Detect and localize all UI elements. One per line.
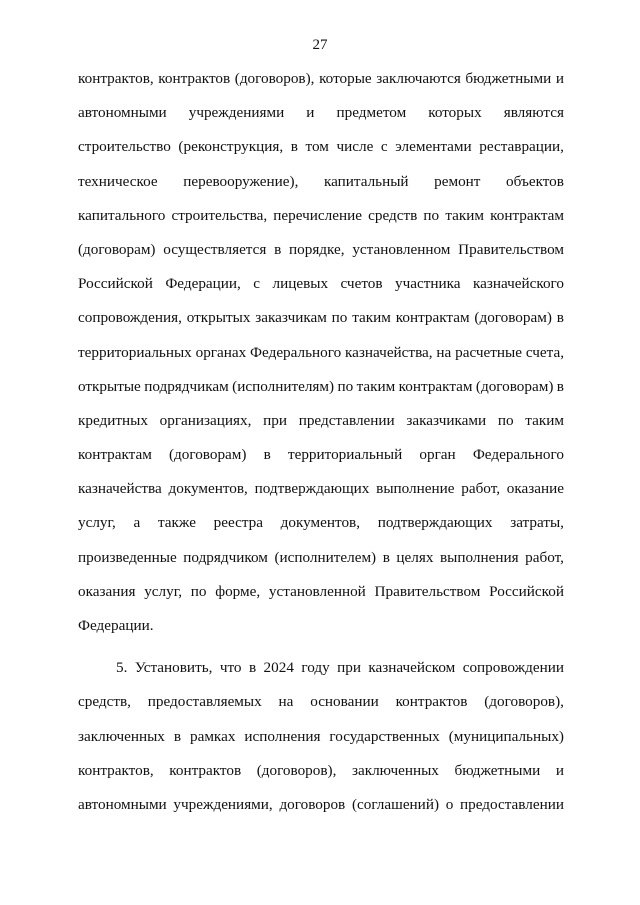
word: подтверждающих	[254, 480, 370, 498]
word: территориальный	[287, 446, 403, 464]
word: контрактов,	[78, 761, 154, 779]
text-line	[78, 728, 564, 762]
word: (реконструкция,	[178, 138, 284, 156]
word: заказчикам	[255, 309, 327, 327]
text-line	[78, 693, 564, 727]
text-line	[78, 583, 564, 617]
word: Правительством	[374, 582, 481, 600]
word: которых	[428, 104, 482, 122]
text-line	[78, 617, 564, 651]
word: (договоров),	[256, 761, 337, 779]
paragraph-2	[78, 659, 564, 830]
page-number: 27	[312, 37, 328, 53]
word: предоставляемых	[147, 693, 262, 711]
word: в	[556, 309, 564, 327]
word: (договорам)	[78, 240, 156, 258]
word: и	[555, 761, 564, 779]
text-line	[78, 796, 564, 830]
word: таким	[356, 377, 396, 395]
word: автономными	[78, 104, 167, 122]
word: перечисление	[273, 206, 362, 224]
word: подрядчиком	[183, 548, 268, 566]
word: сопровождения,	[78, 309, 182, 327]
word: таким	[445, 206, 484, 224]
word: с	[380, 138, 388, 156]
text-line	[78, 514, 564, 548]
word: элементами	[395, 138, 472, 156]
word: рамках	[189, 727, 236, 745]
word: услуг,	[78, 514, 116, 532]
word: подтверждающих	[377, 514, 493, 532]
word: в	[263, 446, 271, 464]
word: по	[331, 309, 348, 327]
word: открытых	[186, 309, 251, 327]
word: территориальных	[78, 343, 192, 361]
word: бюджетными	[465, 70, 552, 87]
word: том	[305, 138, 329, 156]
word: подрядчикам	[144, 377, 229, 395]
word: что	[219, 659, 242, 677]
word: а	[133, 514, 141, 532]
word: затраты,	[510, 514, 564, 532]
word: (договорам)	[475, 377, 554, 395]
word: основании	[310, 693, 379, 711]
word: в	[290, 138, 298, 156]
word: реставрации,	[479, 138, 564, 156]
word: заключаются	[376, 70, 461, 87]
text-line	[78, 762, 564, 796]
word: бюджетными	[454, 761, 541, 779]
word: являются	[503, 104, 564, 122]
text-line	[78, 659, 564, 693]
word: органах	[195, 343, 247, 361]
word: заказчиками	[406, 411, 487, 429]
text-line	[78, 549, 564, 583]
word: (исполнителям)	[232, 377, 335, 395]
word: числе	[336, 138, 374, 156]
word: лицевых	[272, 275, 329, 293]
text-line	[78, 344, 564, 378]
word: строительства,	[171, 206, 268, 224]
text-line	[78, 207, 564, 241]
word: расчетные	[455, 343, 522, 361]
word: строительство	[78, 138, 171, 156]
word: таким	[525, 411, 564, 429]
word: представлении	[298, 411, 395, 429]
word: выполнения	[440, 548, 519, 566]
word: Федерации,	[165, 275, 241, 293]
word: Федерального	[250, 343, 342, 361]
word: заключенных	[78, 727, 165, 745]
word: контрактам	[398, 377, 473, 395]
word: открытые	[78, 377, 141, 395]
word: работ,	[461, 480, 500, 498]
document-body	[78, 70, 564, 830]
word: предоставлении	[460, 795, 564, 813]
word: которые	[319, 70, 372, 87]
word: (договорам)	[168, 446, 247, 464]
word: Российской	[489, 582, 564, 600]
word: контрактам	[395, 309, 470, 327]
word: исполнения	[244, 727, 321, 745]
text-line	[78, 480, 564, 514]
paragraph-1	[78, 70, 564, 651]
word: в	[556, 377, 564, 395]
word: целях	[396, 548, 434, 566]
word: учреждениями,	[173, 795, 273, 813]
word: работ,	[525, 548, 564, 566]
word: капитального	[78, 206, 166, 224]
word: Федерации.	[78, 617, 154, 634]
word: оказания	[78, 582, 136, 600]
word: году	[301, 659, 330, 677]
word: выполнение	[376, 480, 455, 498]
word: на	[278, 693, 294, 711]
text-line	[78, 70, 564, 104]
word: казначейского	[472, 275, 564, 293]
word: Федерального	[472, 446, 564, 464]
word: при	[337, 659, 361, 677]
word: средств	[368, 206, 418, 224]
word: орган	[419, 446, 456, 464]
word: счета,	[525, 343, 564, 361]
word: казначейства,	[345, 343, 433, 361]
word: в	[382, 548, 390, 566]
word: контрактам	[78, 446, 152, 464]
word: контрактов	[158, 70, 231, 87]
word: по	[423, 206, 440, 224]
word: договоров	[279, 795, 346, 813]
text-line	[78, 241, 564, 275]
word: перевооружение),	[183, 172, 299, 190]
word: реестра	[213, 514, 263, 532]
word: о	[445, 795, 454, 813]
word: осуществляется	[163, 240, 267, 258]
word: с	[253, 275, 261, 293]
word: (муниципальных)	[448, 727, 564, 745]
word: 2024	[263, 659, 294, 677]
word: (соглашений)	[351, 795, 439, 813]
word: и	[555, 70, 564, 87]
word: контрактам	[490, 206, 564, 224]
word: (договоров),	[234, 70, 315, 87]
word: контрактов	[395, 693, 468, 711]
word: установленном	[352, 240, 451, 258]
word: таким	[352, 309, 391, 327]
word: услуг,	[144, 582, 183, 600]
word: Установить,	[134, 659, 213, 677]
word: контрактов	[169, 761, 242, 779]
word: при	[263, 411, 287, 429]
word: также	[157, 514, 196, 532]
word: по	[190, 582, 207, 600]
text-line	[78, 173, 564, 207]
word: участника	[394, 275, 461, 293]
word: по	[497, 411, 514, 429]
word: предметом	[336, 104, 407, 122]
word: и	[306, 104, 315, 122]
word: установленной	[268, 582, 366, 600]
word: объектов	[506, 172, 564, 190]
word: 5.	[116, 659, 128, 677]
word: порядке,	[289, 240, 345, 258]
word: казначейства	[78, 480, 162, 498]
word: ремонт	[434, 172, 481, 190]
word: оказание	[506, 480, 564, 498]
text-line	[78, 104, 564, 138]
word: казначейском	[368, 659, 456, 677]
word: организациях,	[159, 411, 252, 429]
text-line	[78, 138, 564, 172]
word: по	[337, 377, 354, 395]
word: техническое	[78, 172, 158, 190]
word: (исполнителем)	[274, 548, 377, 566]
word: (договорам)	[474, 309, 552, 327]
text-line	[78, 275, 564, 309]
word: заключенных	[351, 761, 439, 779]
word: кредитных	[78, 411, 148, 429]
word: на	[436, 343, 452, 361]
word: Правительством	[458, 240, 564, 258]
word: произведенные	[78, 548, 177, 566]
word: (договоров),	[484, 693, 564, 711]
text-line	[78, 309, 564, 343]
word: капитальный	[323, 172, 409, 190]
word: учреждениями	[188, 104, 285, 122]
word: в	[274, 240, 282, 258]
text-line	[78, 446, 564, 480]
word: автономными	[78, 795, 167, 813]
word: форме,	[215, 582, 261, 600]
word: Российской	[78, 275, 153, 293]
word: сопровождении	[462, 659, 564, 677]
word: контрактов,	[78, 70, 154, 87]
word: средств,	[78, 693, 131, 711]
word: в	[248, 659, 257, 677]
text-line	[78, 412, 564, 446]
word: в	[173, 727, 182, 745]
word: документов,	[168, 480, 248, 498]
text-line	[78, 378, 564, 412]
word: государственных	[329, 727, 440, 745]
word: документов,	[280, 514, 361, 532]
word: счетов	[340, 275, 383, 293]
